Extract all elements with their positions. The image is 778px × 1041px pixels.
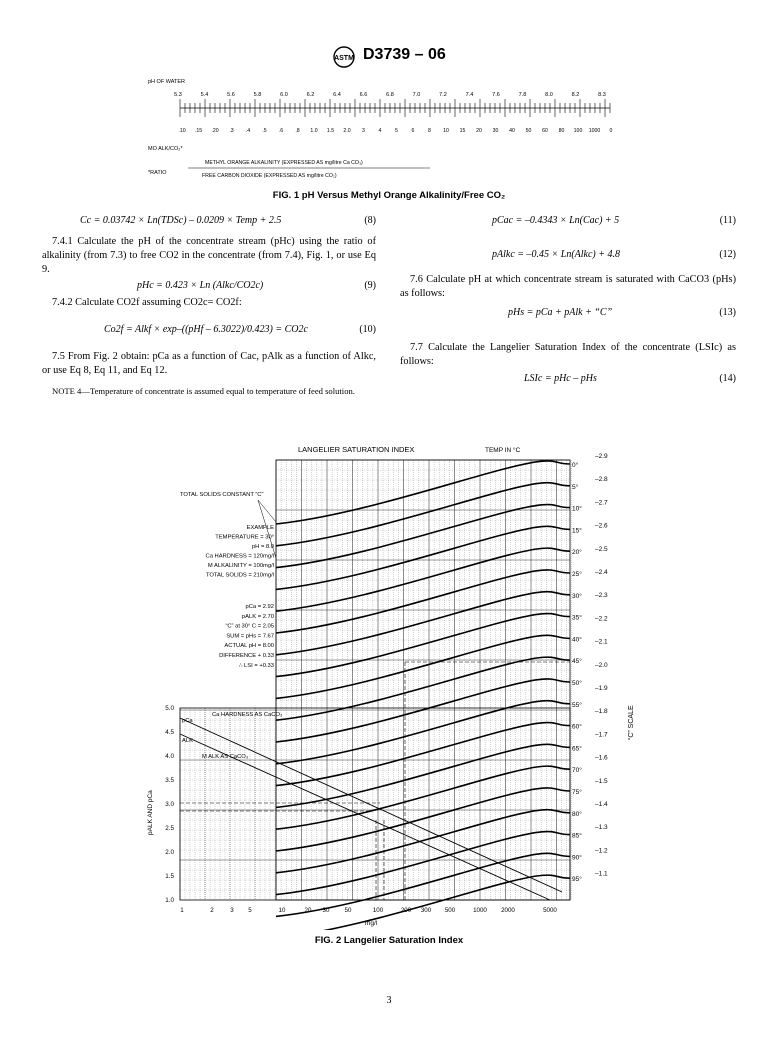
fig1-ph-tick: 7.4: [465, 92, 474, 98]
fig1-ratio-tick: .6: [278, 128, 284, 134]
fig2-temperature-label: 45°: [572, 658, 582, 666]
fig1-nomogram: [140, 76, 640, 186]
svg-text:ASTM: ASTM: [334, 55, 354, 62]
paragraph-7-7: 7.7 Calculate the Langelier Saturation Index of the concentrate (LSIc) as follows:: [400, 342, 736, 367]
fig2-c-value: –2.5: [595, 545, 608, 553]
fig2-example-line: pH = 8.0: [251, 544, 274, 550]
fig2-x-tick: 1000: [473, 907, 487, 914]
fig1-ratio-tick: .20: [211, 128, 219, 134]
page-number: 3: [386, 995, 392, 1006]
fig1-ratio-tick: 10: [443, 128, 449, 134]
fig2-y-tick: 4.0: [165, 753, 174, 760]
fig2-temperature-label: 50°: [572, 680, 582, 687]
fig2-m-alk-label: M ALK AS CaCO₃: [202, 754, 249, 760]
fig2-example-line: Ca HARDNESS = 120mg/l: [205, 553, 274, 560]
fig2-temperature-label: 60°: [572, 723, 582, 731]
fig2-c-value: –1.7: [595, 731, 608, 739]
fig2-example-line: EXAMPLE: [246, 525, 274, 531]
fig1-ph-tick: 7.6: [492, 92, 500, 98]
fig2-c-scale-label: “C” SCALE: [628, 705, 635, 740]
fig1-ph-tick: 6.4: [333, 92, 341, 98]
fig2-c-value: –1.1: [595, 870, 608, 878]
fig2-temperature-label: 0°: [572, 462, 579, 469]
fig2-y-label: pALK AND pCa: [147, 790, 154, 835]
fig2-calc-line: “C” at 30° C = 2.05: [225, 623, 274, 630]
fig2-x-tick: 30: [322, 907, 330, 914]
fig1-ph-tick: 8.2: [571, 92, 580, 98]
fig2-temperature-label: 80°: [572, 810, 582, 818]
fig2-c-value: –2.2: [595, 615, 608, 623]
fig2-c-value: –1.2: [595, 847, 608, 855]
fig2-x-tick: 50: [344, 907, 352, 914]
fig2-c-value: –2.4: [595, 569, 608, 576]
fig2-y-tick: 4.5: [165, 729, 174, 736]
fig2-c-value: –2.6: [595, 522, 608, 530]
paragraph-7-4-2: 7.4.2 Calculate CO2f assuming CO2c= CO2f:: [52, 297, 242, 308]
fig2-x-tick: 200: [400, 907, 412, 914]
fig2-temperature-label: 85°: [572, 832, 582, 840]
fig1-ph-tick: 5.8: [253, 92, 262, 98]
equation-13-number: (13): [719, 307, 736, 318]
fig2-x-tick: 3: [230, 907, 234, 914]
fig2-temperature-label: 40°: [572, 636, 582, 644]
fig2-ca-hardness-label: Ca HARDNESS AS CaCO₃: [212, 712, 283, 718]
fig2-x-tick: 5000: [543, 907, 557, 914]
fig2-c-value: –1.8: [595, 708, 608, 716]
fig1-ph-tick: 5.4: [200, 92, 209, 98]
fig2-x-tick: 300: [420, 907, 432, 914]
fig2-x-tick: 5: [248, 907, 252, 914]
fig2-alk-tag: ALK: [182, 738, 193, 744]
fig1-ph-tick: 5.3: [174, 92, 182, 98]
fig1-ratio-label: MO ALK/CO₂*: [148, 146, 183, 152]
fig2-c-value: –2.3: [595, 592, 608, 600]
fig2-x-tick: 100: [372, 907, 384, 914]
fig2-temperature-label: 95°: [572, 876, 582, 884]
fig2-y-tick: 2.5: [165, 825, 174, 832]
fig2-c-value: –2.9: [595, 453, 608, 460]
fig2-y-tick: 3.0: [165, 801, 174, 808]
fig2-temp-label: TEMP IN °C: [485, 447, 521, 454]
fig1-ph-tick: 8.3: [598, 92, 606, 98]
equation-9: pHc = 0.423 × Ln (Alkc/CO2c): [137, 280, 264, 291]
fig2-ca-hardness-line: [180, 718, 562, 892]
fig1-ratio-tick: 2.0: [343, 128, 351, 134]
paragraph-7-4-1: 7.4.1 Calculate the pH of the concentrate stream (pHc) using the ratio of alkalinity (from 7.3) to free CO2 in the concentrate (from 7.4), Fig. 1, or use Eq 9.: [42, 236, 376, 275]
fig2-c-value: –1.3: [595, 824, 608, 832]
fig2-y-tick: 2.0: [165, 849, 174, 856]
fig2-lower-frame: [180, 708, 570, 900]
fig1-ratio-tick: 80: [558, 128, 565, 134]
fig2-example-line: TEMPERATURE = 30°: [215, 534, 274, 541]
standard-id: D3739 – 06: [363, 46, 446, 63]
equation-14: LSIc = pHc – pHs: [524, 373, 597, 384]
fig2-leader-line: [258, 500, 276, 522]
equation-11: pCac = –0.4343 × Ln(Cac) + 5: [492, 215, 620, 226]
fig2-temperature-label: 10°: [572, 505, 582, 513]
paragraph-7-6: 7.6 Calculate pH at which concentrate stream is saturated with CaCO3 (pHs) as follows:: [400, 274, 736, 299]
fig1-ratio-tick: 0: [609, 128, 613, 134]
fig2-example-line: M ALKALINITY = 100mg/l: [207, 563, 274, 569]
equation-11-number: (11): [719, 215, 736, 226]
fig2-temperature-label: 90°: [572, 854, 582, 862]
fig2-c-value: –1.4: [595, 801, 608, 808]
fig1-ratio-tick: .10: [178, 128, 186, 134]
fig1-ratio-tick: 100: [573, 128, 583, 134]
fig1-ph-tick: 7.2: [439, 92, 447, 98]
equation-9-number: (9): [364, 280, 376, 291]
equation-10: Co2f = Alkf × exp–((pHf – 6.3022)/0.423) = CO2c: [104, 324, 308, 335]
fig2-calc-line: DIFFERENCE + 0.33: [219, 653, 274, 659]
fig1-ratio-tick: 20: [476, 128, 482, 134]
fig1-ph-tick: 8.0: [545, 92, 553, 98]
fig1-ratio-tick: .15: [194, 128, 203, 134]
equation-13: pHs = pCa + pAlk + “C”: [508, 307, 613, 318]
fig2-calc-line: ACTUAL pH = 8.00: [224, 643, 274, 650]
equation-10-number: (10): [359, 324, 376, 335]
fig2-x-label: mg/l: [365, 920, 378, 927]
fig2-temperature-label: 20°: [572, 549, 582, 557]
fig2-calc-line: pCa = 2.92: [245, 604, 274, 610]
fig2-calc-line: SUM = pHs = 7.67: [226, 633, 274, 640]
fig1-denominator: FREE CARBON DIOXIDE (EXPRESSED AS mg/litre CO₂): [202, 173, 337, 179]
fig2-x-tick: 20: [304, 907, 312, 914]
fig2-temperature-label: 75°: [572, 789, 582, 796]
fig2-y-tick: 1.5: [165, 873, 174, 880]
fig2-c-value: –2.7: [595, 499, 608, 507]
fig1-ratio-tick: 1.5: [326, 128, 335, 134]
fig1-ratio-tick: 60: [542, 128, 548, 134]
fig2-temperature-label: 70°: [572, 767, 582, 775]
fig2-x-tick: 2000: [501, 907, 515, 914]
fig2-x-tick: 500: [444, 907, 456, 914]
paragraph-7-5: 7.5 From Fig. 2 obtain: pCa as a function of Cac, pAlk as a function of Alkc, or use Eq 8, Eq 11, and Eq 12.: [42, 351, 376, 376]
fig2-pca-tag: pCa: [182, 718, 193, 724]
fig2-total-solids-label: TOTAL SOLIDS CONSTANT “C”: [180, 492, 264, 498]
note-4: NOTE 4—Temperature of concentrate is assumed equal to temperature of feed solution.: [52, 386, 355, 396]
fig1-ratio-prefix: *RATIO: [148, 170, 167, 176]
fig2-x-tick: 1: [180, 907, 184, 914]
fig1-ratio-tick: 5: [395, 128, 398, 134]
equation-8: Cc = 0.03742 × Ln(TDSc) – 0.0209 × Temp + 2.5: [80, 215, 282, 226]
fig2-x-tick: 10: [278, 907, 286, 914]
fig2-lsi-chart: [140, 440, 640, 930]
fig2-c-value: –1.6: [595, 754, 608, 762]
fig1-ratio-tick: 40: [509, 128, 515, 134]
fig1-ratio-tick: 1.0: [310, 128, 318, 134]
fig2-example-line: TOTAL SOLIDS = 210mg/l: [205, 572, 274, 579]
fig1-ph-tick: 6.8: [386, 92, 394, 98]
fig2-calc-line: pALK = 2.70: [241, 613, 274, 620]
fig1-scale-title: pH OF WATER: [148, 79, 185, 85]
fig1-ratio-tick: 6: [411, 128, 415, 134]
fig2-temperature-label: 65°: [572, 745, 582, 753]
fig1-ph-tick: 7.0: [412, 92, 421, 98]
fig2-caption: FIG. 2 Langelier Saturation Index: [314, 935, 464, 946]
fig2-temperature-label: 35°: [572, 614, 582, 622]
fig2-temperature-label: 5°: [572, 483, 579, 491]
fig2-temperature-label: 55°: [572, 701, 582, 709]
fig1-ratio-tick: 3: [362, 128, 365, 134]
fig1-ratio-tick: 15: [459, 128, 466, 134]
fig2-temperature-label: 25°: [572, 571, 582, 578]
fig1-ph-tick: 6.2: [306, 92, 315, 98]
equation-12-number: (12): [719, 249, 736, 260]
fig1-ph-tick: 6.0: [280, 92, 288, 98]
fig1-ratio-tick: .5: [262, 128, 267, 134]
equation-14-number: (14): [719, 373, 736, 384]
fig1-ratio-tick: 50: [525, 128, 532, 134]
fig2-c-value: –2.1: [595, 638, 608, 646]
fig1-ratio-tick: 4: [378, 128, 382, 134]
fig2-c-value: –1.5: [595, 777, 608, 785]
equation-12: pAlkc = –0.45 × Ln(Alkc) + 4.8: [492, 249, 620, 260]
fig1-caption: FIG. 1 pH Versus Methyl Orange Alkalinity/Free CO₂: [272, 190, 506, 201]
fig2-c-value: –2.8: [595, 476, 608, 484]
fig2-temperature-label: 30°: [572, 592, 582, 600]
equation-8-number: (8): [364, 215, 376, 226]
fig2-title: LANGELIER SATURATION INDEX: [298, 445, 415, 454]
fig2-y-tick: 3.5: [165, 777, 174, 784]
fig1-ph-tick: 7.8: [518, 92, 527, 98]
fig2-temperature-label: 15°: [572, 527, 582, 535]
fig1-ratio-tick: .8: [295, 128, 300, 134]
fig1-ratio-tick: 30: [492, 128, 499, 134]
fig1-numerator: METHYL ORANGE ALKALINITY (EXPRESSED AS mg/litre Ca CO₃): [205, 160, 363, 166]
fig2-c-value: –1.9: [595, 685, 608, 692]
astm-logo: [330, 46, 358, 68]
fig1-ph-tick: 6.6: [359, 92, 368, 98]
fig1-ratio-tick: .3: [229, 128, 234, 134]
fig1-ph-tick: 5.6: [227, 92, 235, 98]
fig2-calc-line: ∴ LSI = +0.33: [238, 662, 274, 669]
fig2-y-tick: 5.0: [165, 705, 174, 712]
fig1-ratio-tick: 8: [428, 128, 431, 134]
fig1-ratio-tick: .4: [245, 128, 251, 134]
fig2-x-tick: 2: [210, 907, 214, 914]
fig2-c-value: –2.0: [595, 661, 608, 669]
fig1-ratio-tick: 1000: [588, 128, 601, 134]
fig2-y-tick: 1.0: [165, 897, 174, 904]
